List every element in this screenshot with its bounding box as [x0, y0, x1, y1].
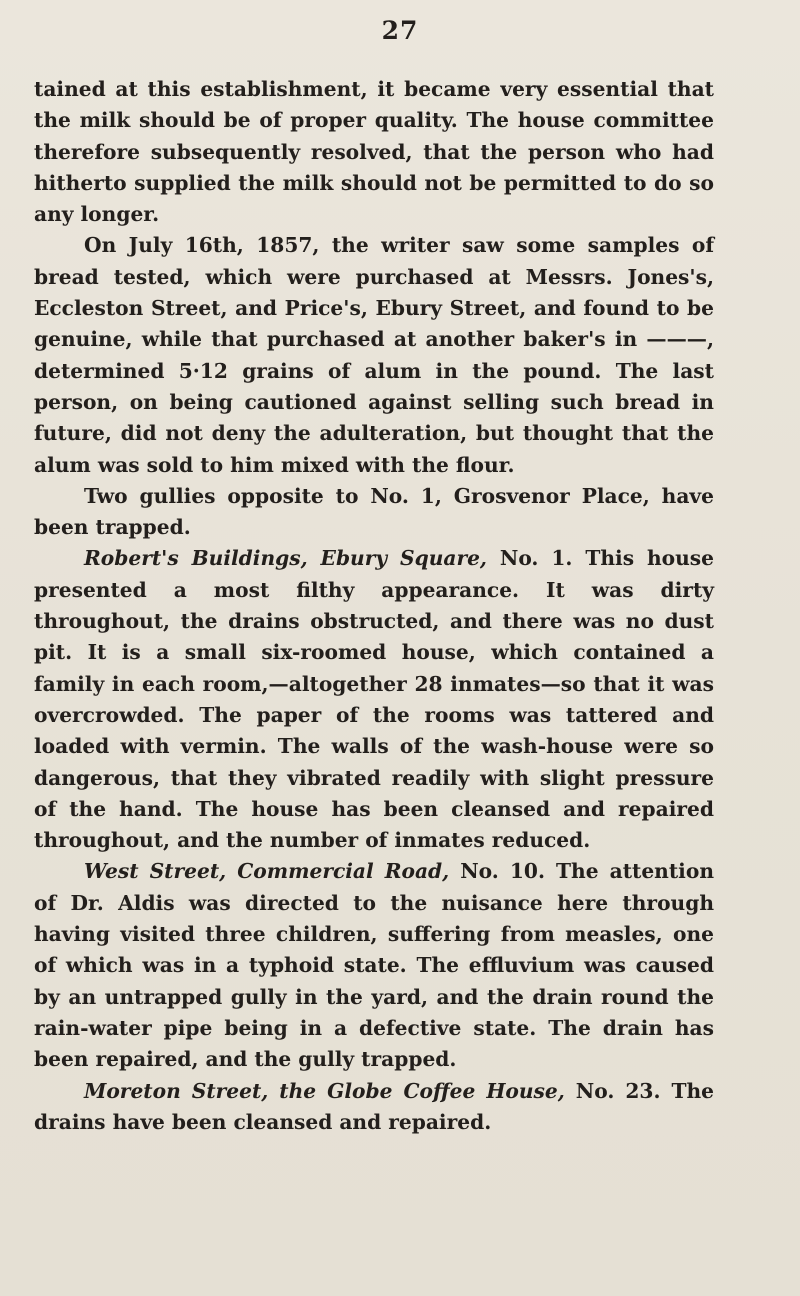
paragraph-text: tained at this establishment, it became very essential that the milk should be of proper quality. The house committee therefore subsequently resolved, that the person who had hitherto supplied the milk should not be permitted to do so any longer. — [34, 77, 714, 227]
paragraph-milk-supply — [34, 74, 714, 230]
page-number: 27 — [381, 16, 419, 45]
place-heading: Robert's Buildings, Ebury Square, — [84, 546, 487, 571]
paragraph-moreton-street — [34, 1076, 714, 1139]
place-heading: West Street, Commercial Road, — [84, 859, 450, 884]
paragraph-roberts-buildings — [34, 543, 714, 856]
paragraph-bread-testing — [34, 230, 714, 480]
place-heading: Moreton Street, the Globe Coffee House, — [84, 1078, 565, 1103]
paragraph-text: No. 23. The drains have been cleansed and repaired. — [34, 1078, 714, 1134]
paragraph-west-street — [34, 856, 714, 1075]
paragraph-text: On July 16th, 1857, the writer saw some samples of bread tested, which were purchased at Messrs. Jones's, Eccleston Street, and Price's, Ebury Street, and found to be genuine, while that purchased at another baker's in ———, determined 5·12 grains of alum in the pound. The last person, on being cautioned against selling such bread in future, did not deny the adulteration, but thought that the alum was sold to him mixed with the flour. — [34, 233, 714, 477]
paragraph-text: Two gullies opposite to No. 1, Grosvenor Place, have been trapped. — [34, 483, 714, 540]
body-text — [34, 74, 714, 1138]
paragraph-text: No. 1. This house presented a most filthy appearance. It was dirty throughout, the drains obstructed, and there was no dust pit. It is a small six-roomed house, which contained a family in each room,—altogether 28 inmates—so that it was overcrowded. The paper of the rooms was tattered and loaded with vermin. The walls of the wash-house were so dangerous, that they vibrated readily with slight pressure of the hand. The house has been cleansed and repaired throughout, and the number of inmates reduced. — [34, 546, 714, 853]
paragraph-text: No. 10. The attention of Dr. Aldis was directed to the nuisance here through having visited three children, suffering from measles, one of which was in a typhoid state. The effluvium was caused by an untrapped gully in the yard, and the drain round the rain-water pipe being in a defective state. The drain has been repaired, and the gully trapped. — [34, 859, 714, 1072]
paragraph-gullies — [34, 481, 714, 544]
